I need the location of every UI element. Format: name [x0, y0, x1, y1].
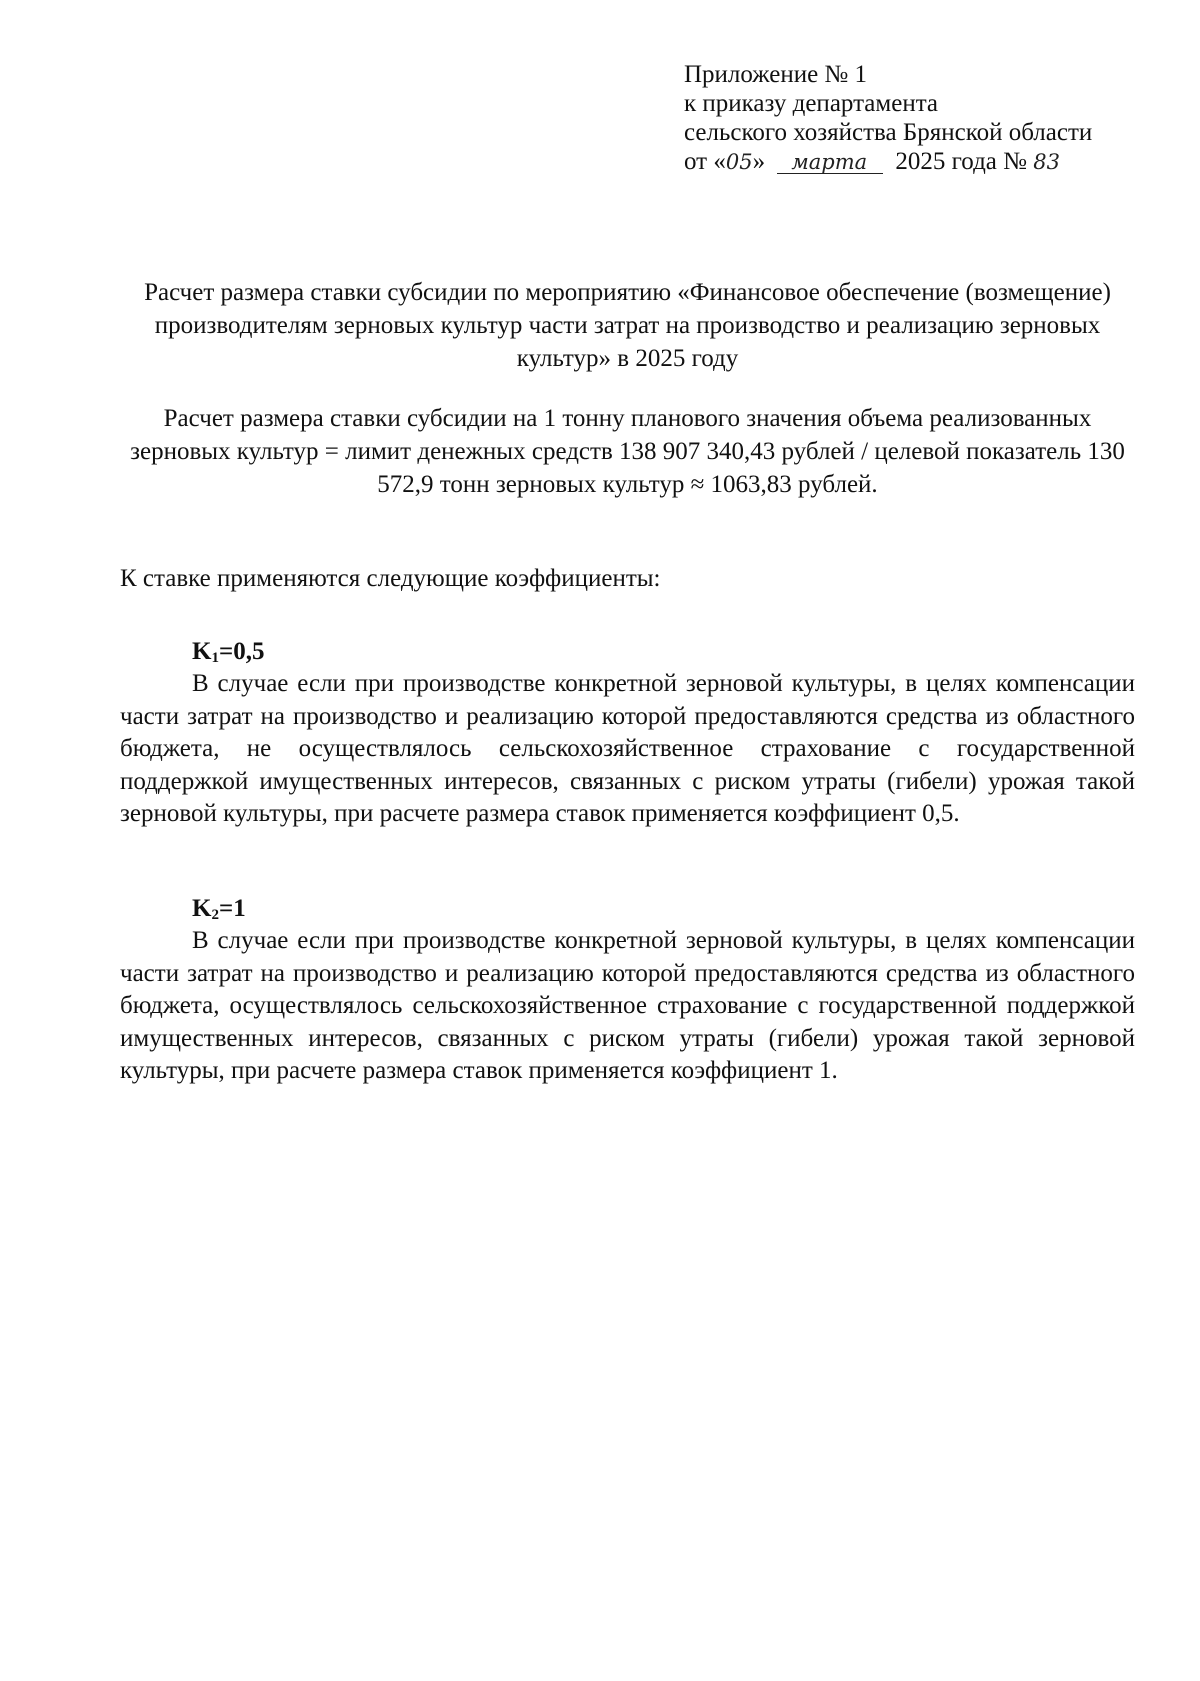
coefficient-index: 1 [211, 650, 219, 666]
appendix-header [684, 60, 1092, 177]
date-mid: » [752, 148, 766, 175]
coefficient-value: =1 [218, 895, 246, 922]
handwritten-order-number: 83 [1033, 150, 1060, 174]
coefficient-value: =0,5 [218, 638, 265, 665]
coefficient-symbol: K [192, 895, 212, 922]
coefficient-index: 2 [211, 907, 219, 923]
document-title: Расчет размера ставки субсидии по мероприятию «Финансовое обеспечение (возмещение) производителям зерновых культур части затрат на производство и реализацию зерновых культур» в 2025 году [144, 279, 1111, 372]
coefficient-symbol: K [192, 638, 212, 665]
coefficient-k1-description: В случае если при производстве конкретной зерновой культуры, в целях компенсации части затрат на производство и реализацию которой предоставляются средства из областного бюджета, не осуществлялось сельскохозяйственное страхование с государственной поддержкой имущественных интересов, связанных с риском утраты (гибели) урожая такой зерновой культуры, при расчете размера ставок применяется коэффициент 0,5. [120, 670, 1135, 827]
appendix-number: Приложение № 1 [684, 61, 868, 88]
coefficient-k1-title [192, 635, 264, 668]
handwritten-day: 05 [725, 150, 753, 174]
coefficient-k2-description: В случае если при производстве конкретной зерновой культуры, в целях компенсации части затрат на производство и реализацию которой предоставляются средства из областного бюджета, осуществлялось сельскохозяйственное страхование с государственной поддержкой имущественных интересов, связанных с риском утраты (гибели) урожая такой зерновой культуры, при расчете размера ставок применяется коэффициент 1. [120, 927, 1135, 1084]
date-year: 2025 года № [895, 148, 1027, 175]
coefficient-k2-title [192, 892, 246, 925]
coefficients-intro: К ставке применяются следующие коэффициенты: [120, 565, 661, 592]
rate-calculation: Расчет размера ставки субсидии на 1 тонну планового значения объема реализованных зерновых культур = лимит денежных средств 138 907 340,43 рублей / целевой показатель 130 572,9 тонн зерновых культур ≈ 1063,83 рублей. [130, 405, 1125, 498]
order-date-line [684, 147, 1092, 177]
department-name: сельского хозяйства Брянской области [684, 119, 1093, 146]
date-prefix: от « [684, 148, 726, 175]
order-reference: к приказу департамента [684, 90, 939, 117]
handwritten-month: марта [777, 151, 883, 174]
